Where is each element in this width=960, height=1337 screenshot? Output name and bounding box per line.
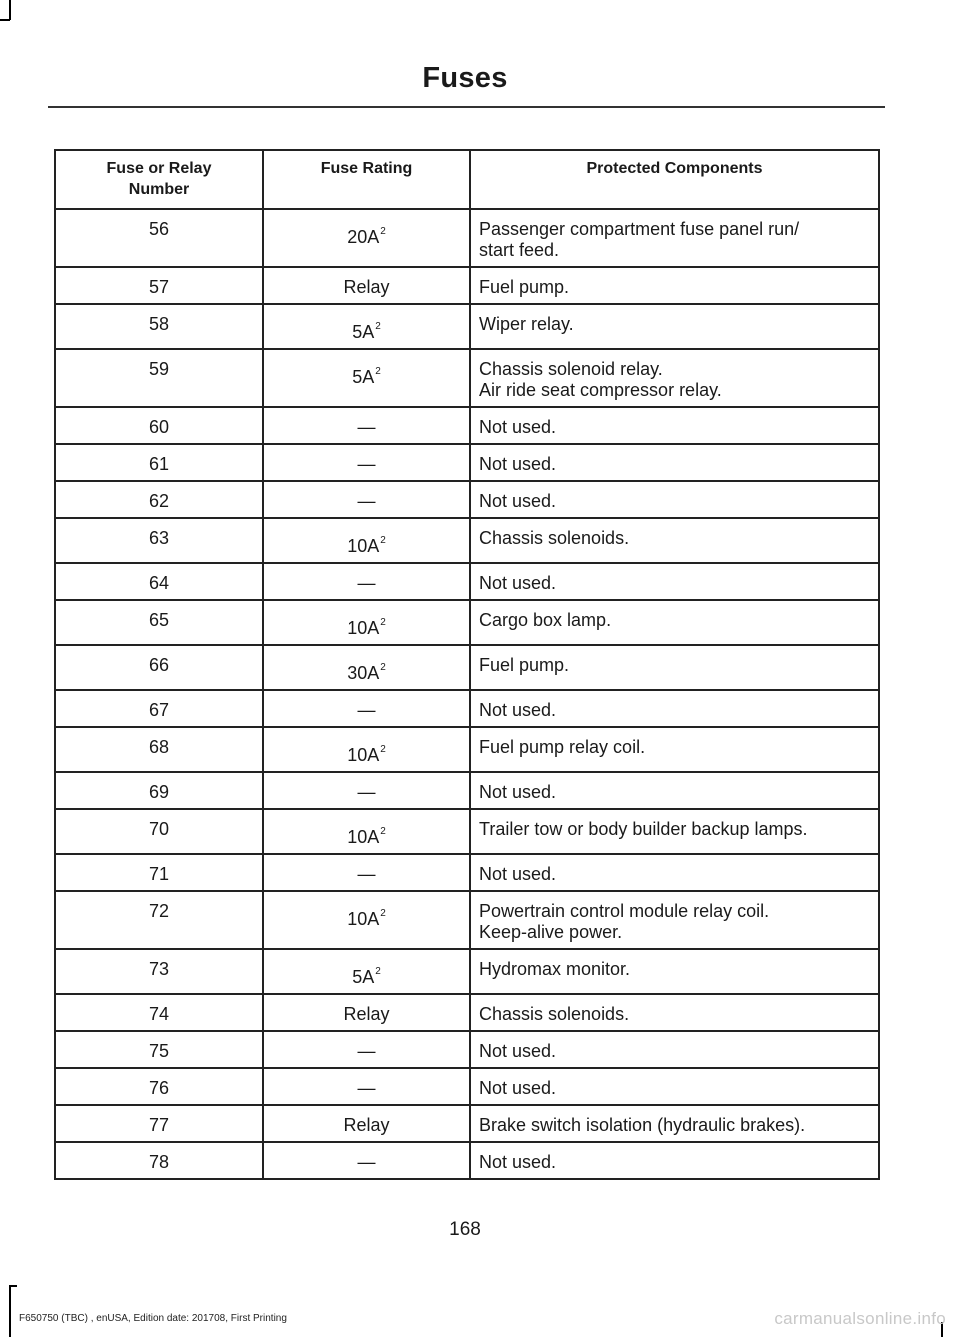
table-row (55, 994, 879, 1031)
component-line: Not used. (479, 1078, 557, 1098)
fuse-number-cell: 62 (55, 481, 263, 518)
fuse-rating-value: 5A (352, 367, 375, 387)
fuse-rating-value: — (357, 864, 376, 884)
protected-components-cell (470, 1068, 879, 1105)
component-line: Keep-alive power. (479, 922, 623, 942)
protected-components-cell (470, 949, 879, 994)
component-line: Powertrain control module relay coil. (479, 901, 770, 921)
component-line: Brake switch isolation (hydraulic brakes). (479, 1115, 806, 1135)
fuse-rating-cell (263, 349, 470, 407)
footnote-marker: 2 (380, 744, 386, 755)
fuse-rating-cell (263, 407, 470, 444)
header-fuse-number (55, 150, 263, 209)
protected-components-cell (470, 891, 879, 949)
fuse-rating-value: — (357, 454, 376, 474)
fuse-rating-cell (263, 690, 470, 727)
fuse-rating-value: — (357, 700, 376, 720)
fuse-rating-cell (263, 267, 470, 304)
header-fuse-number-text: Fuse or Relay Number (106, 160, 212, 198)
fuse-rating-cell (263, 481, 470, 518)
table-row (55, 772, 879, 809)
protected-components-cell (470, 209, 879, 267)
fuse-number-cell: 66 (55, 645, 263, 690)
protected-components-cell (470, 563, 879, 600)
component-line: Not used. (479, 454, 557, 474)
fuse-rating-value: 10A (347, 745, 380, 765)
protected-components-cell (470, 772, 879, 809)
fuse-rating-cell (263, 1105, 470, 1142)
fuse-rating-value: 10A (347, 909, 380, 929)
fuse-number-cell: 59 (55, 349, 263, 407)
fuse-number-cell: 61 (55, 444, 263, 481)
fuse-number-cell: 70 (55, 809, 263, 854)
component-line: Not used. (479, 700, 557, 720)
fuse-number-cell: 63 (55, 518, 263, 563)
protected-components-cell (470, 407, 879, 444)
crop-mark-top-left-h (0, 19, 10, 21)
crop-mark-bottom-left-h (9, 1285, 17, 1287)
fuse-rating-cell (263, 1068, 470, 1105)
footnote-marker: 2 (380, 617, 386, 628)
fuse-table-body (55, 209, 879, 1179)
fuse-rating-value: — (357, 782, 376, 802)
protected-components-cell (470, 1031, 879, 1068)
table-row (55, 1031, 879, 1068)
fuse-rating-cell (263, 209, 470, 267)
table-row (55, 645, 879, 690)
fuse-rating-value: — (357, 573, 376, 593)
protected-components-cell (470, 481, 879, 518)
fuse-rating-value: Relay (343, 1004, 390, 1024)
fuse-rating-value: — (357, 1152, 376, 1172)
fuse-rating-cell (263, 444, 470, 481)
component-line: Fuel pump relay coil. (479, 737, 646, 757)
fuse-rating-cell (263, 645, 470, 690)
fuse-rating-value: 10A (347, 827, 380, 847)
protected-components-cell (470, 518, 879, 563)
fuse-number-cell: 65 (55, 600, 263, 645)
table-row (55, 563, 879, 600)
fuse-number-cell: 69 (55, 772, 263, 809)
footer-edition: F650750 (TBC) , enUSA, Edition date: 201708, First Printing (19, 1313, 287, 1324)
component-line: Fuel pump. (479, 655, 570, 675)
component-line: Not used. (479, 417, 557, 437)
protected-components-cell (470, 267, 879, 304)
watermark: carmanualsonline.info (774, 1309, 946, 1328)
title-divider (48, 106, 885, 108)
footnote-marker: 2 (375, 366, 381, 377)
fuse-rating-value: — (357, 1078, 376, 1098)
fuse-number-cell: 71 (55, 854, 263, 891)
fuse-table (54, 149, 880, 1180)
fuse-rating-value: 20A (347, 227, 380, 247)
protected-components-cell (470, 304, 879, 349)
fuse-rating-value: — (357, 417, 376, 437)
component-line: Not used. (479, 1041, 557, 1061)
table-row (55, 949, 879, 994)
table-row (55, 518, 879, 563)
table-row (55, 727, 879, 772)
footnote-marker: 2 (375, 966, 381, 977)
table-row (55, 854, 879, 891)
component-line: Cargo box lamp. (479, 610, 612, 630)
fuse-number-cell: 68 (55, 727, 263, 772)
component-line: Not used. (479, 491, 557, 511)
fuse-rating-cell (263, 1142, 470, 1179)
footnote-marker: 2 (380, 535, 386, 546)
component-line: Chassis solenoids. (479, 1004, 630, 1024)
fuse-rating-cell (263, 994, 470, 1031)
table-row (55, 407, 879, 444)
component-line: Chassis solenoids. (479, 528, 630, 548)
fuse-number-cell: 64 (55, 563, 263, 600)
protected-components-cell (470, 600, 879, 645)
protected-components-cell (470, 1105, 879, 1142)
fuse-number-cell: 76 (55, 1068, 263, 1105)
protected-components-cell (470, 854, 879, 891)
fuse-rating-value: 30A (347, 663, 380, 683)
fuse-number-cell: 60 (55, 407, 263, 444)
table-row (55, 349, 879, 407)
table-row (55, 1142, 879, 1179)
table-row (55, 481, 879, 518)
fuse-number-cell: 73 (55, 949, 263, 994)
footnote-marker: 2 (380, 908, 386, 919)
table-row (55, 1105, 879, 1142)
fuse-rating-cell (263, 809, 470, 854)
table-row (55, 1068, 879, 1105)
crop-mark-top-left-v (9, 0, 11, 20)
fuse-number-cell: 74 (55, 994, 263, 1031)
table-row (55, 209, 879, 267)
fuse-number-cell: 72 (55, 891, 263, 949)
fuse-rating-cell (263, 563, 470, 600)
fuse-rating-cell (263, 518, 470, 563)
protected-components-cell (470, 444, 879, 481)
fuse-rating-value: Relay (343, 277, 390, 297)
fuse-number-cell: 67 (55, 690, 263, 727)
footnote-marker: 2 (380, 226, 386, 237)
fuse-number-cell: 57 (55, 267, 263, 304)
component-line: Not used. (479, 782, 557, 802)
table-row (55, 690, 879, 727)
protected-components-cell (470, 809, 879, 854)
table-row (55, 891, 879, 949)
fuse-rating-cell (263, 772, 470, 809)
component-line: Not used. (479, 1152, 557, 1172)
table-header-row (55, 150, 879, 209)
component-line: Not used. (479, 864, 557, 884)
fuse-rating-cell (263, 304, 470, 349)
protected-components-cell (470, 349, 879, 407)
protected-components-cell (470, 645, 879, 690)
header-protected-components: Protected Components (470, 150, 879, 209)
component-line: Not used. (479, 573, 557, 593)
footnote-marker: 2 (380, 662, 386, 673)
fuse-number-cell: 75 (55, 1031, 263, 1068)
fuse-rating-cell (263, 1031, 470, 1068)
page-number: 168 (449, 1219, 481, 1240)
component-line: Passenger compartment fuse panel run/ (479, 219, 800, 239)
fuse-rating-value: 10A (347, 618, 380, 638)
fuse-number-cell: 78 (55, 1142, 263, 1179)
table-row (55, 304, 879, 349)
component-line: Air ride seat compressor relay. (479, 380, 722, 400)
protected-components-cell (470, 1142, 879, 1179)
fuse-rating-value: — (357, 491, 376, 511)
table-row (55, 267, 879, 304)
fuse-number-cell: 77 (55, 1105, 263, 1142)
fuse-rating-cell (263, 891, 470, 949)
footnote-marker: 2 (380, 826, 386, 837)
fuse-rating-cell (263, 727, 470, 772)
protected-components-cell (470, 690, 879, 727)
component-line: Wiper relay. (479, 314, 574, 334)
fuse-rating-value: Relay (343, 1115, 390, 1135)
footnote-marker: 2 (375, 321, 381, 332)
fuse-rating-value: 10A (347, 536, 380, 556)
fuse-number-cell: 58 (55, 304, 263, 349)
fuse-rating-value: — (357, 1041, 376, 1061)
header-fuse-rating: Fuse Rating (263, 150, 470, 209)
fuse-rating-cell (263, 600, 470, 645)
protected-components-cell (470, 727, 879, 772)
fuse-rating-cell (263, 854, 470, 891)
component-line: start feed. (479, 240, 560, 260)
crop-mark-bottom-left-v (9, 1285, 11, 1337)
fuse-rating-value: 5A (352, 967, 375, 987)
component-line: Fuel pump. (479, 277, 570, 297)
component-line: Chassis solenoid relay. (479, 359, 663, 379)
protected-components-cell (470, 994, 879, 1031)
fuse-rating-cell (263, 949, 470, 994)
table-row (55, 444, 879, 481)
component-line: Hydromax monitor. (479, 959, 631, 979)
page-title: Fuses (422, 62, 508, 94)
table-row (55, 600, 879, 645)
fuse-number-cell: 56 (55, 209, 263, 267)
component-line: Trailer tow or body builder backup lamps. (479, 819, 808, 839)
table-row (55, 809, 879, 854)
fuse-rating-value: 5A (352, 322, 375, 342)
